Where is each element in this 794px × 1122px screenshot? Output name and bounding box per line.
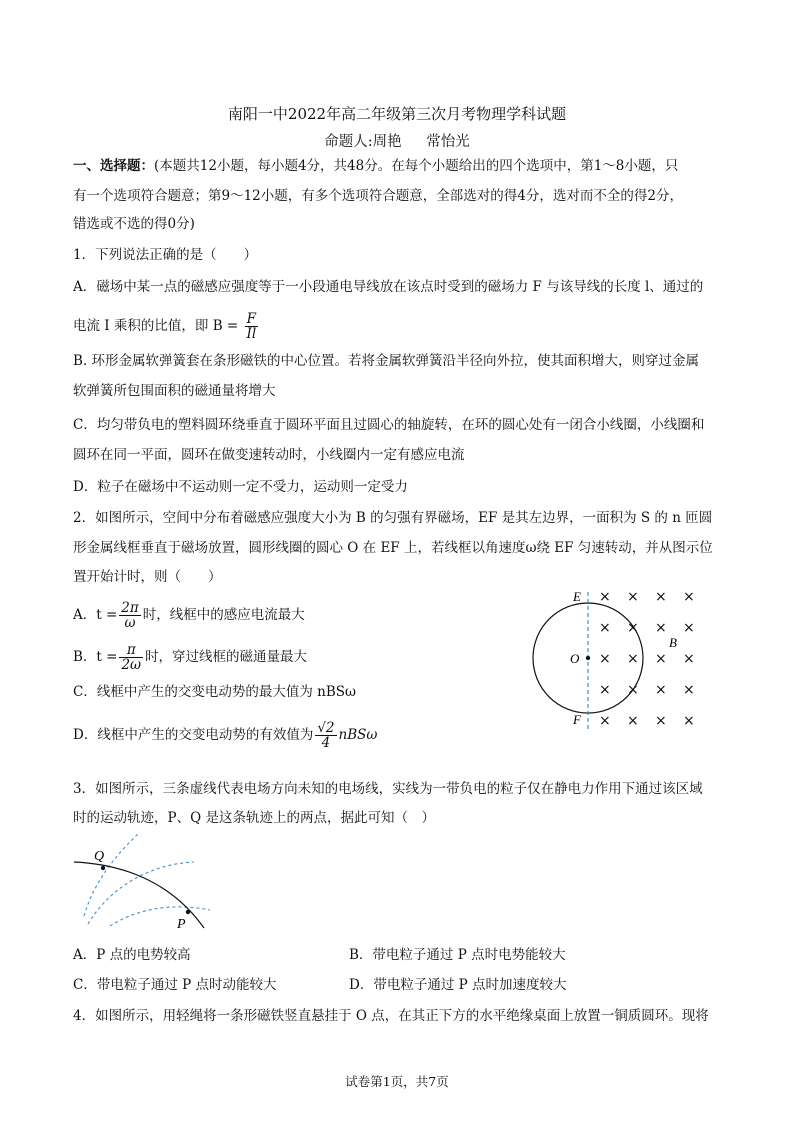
- section-intro-line2: 有一个选项符合题意；第9～12小题，有多个选项符合题意，全部选对的得4分，选对而不全的得2分，: [73, 188, 683, 204]
- section-intro-line1: [73, 156, 678, 176]
- q2-a-den: ω: [124, 615, 136, 631]
- q2-a-post: 时，线框中的感应电流最大: [142, 607, 305, 623]
- q1-fraction: [245, 312, 259, 341]
- q1-stem: 1．下列说法正确的是（ ）: [73, 247, 258, 263]
- q1-option-a-text: 电流 I 乘积的比值，即 B =: [73, 318, 239, 334]
- field-cross-mark: ×: [627, 713, 639, 729]
- q1-option-b-line1: B. 环形金属软弹簧套在条形磁铁的中心位置。若将金属软弹簧沿半径向外拉，使其面积增大，则穿过金属: [73, 353, 700, 369]
- q3-point-q: [101, 866, 105, 870]
- field-cross-mark: ×: [627, 620, 639, 636]
- q2-a-num: 2π: [121, 600, 139, 616]
- q2-a-pre: A．t =: [73, 607, 118, 623]
- q1-option-c-line1: C．均匀带负电的塑料圆环绕垂直于圆环平面且过圆心的轴旋转，在环的圆心处有一闭合小线圈，小线圈和: [73, 417, 705, 433]
- q1-option-a-line2: [73, 309, 260, 343]
- page-footer: 试卷第1页，共7页: [345, 1074, 449, 1089]
- q2-option-b: [73, 640, 307, 674]
- field-cross-mark: ×: [599, 651, 611, 667]
- q2-option-c: C．线框中产生的交变电动势的最大值为 nBSω: [73, 684, 356, 700]
- q3-stem-line1: 3．如图所示，三条虚线代表电场方向未知的电场线，实线为一带负电的粒子仅在静电力作用下通过该区域: [73, 781, 703, 797]
- author-second: 常怡光: [426, 134, 470, 150]
- q2-b-pre: B．t =: [73, 649, 118, 665]
- q3-label-p: P: [177, 917, 186, 932]
- q2-d-frac: [315, 721, 336, 750]
- q4-stem-line1: 4．如图所示，用轻绳将一条形磁铁竖直悬挂于 O 点，在其正下方的水平绝缘桌面上放置一铜质圆环。现将: [73, 1008, 709, 1024]
- field-cross-mark: ×: [683, 620, 695, 636]
- q2-b-frac: [119, 643, 143, 672]
- field-cross-mark: ×: [683, 651, 695, 667]
- exam-authors: [0, 130, 794, 151]
- q3-field-line-figure: [70, 832, 220, 932]
- field-cross-mark: ×: [683, 682, 695, 698]
- field-cross-mark: ×: [655, 620, 667, 636]
- q2-d-den: 4: [321, 735, 331, 751]
- field-cross-mark: ×: [655, 651, 667, 667]
- q3-label-q: Q: [94, 849, 105, 864]
- q1-frac-den: Il: [246, 326, 257, 342]
- q1-option-c-line2: 圆环在同一平面，圆环在做变速转动时，小线圈内一定有感应电流: [73, 447, 465, 463]
- field-cross-mark: ×: [683, 713, 695, 729]
- q2-magnetic-field-figure: [528, 584, 708, 732]
- q2-a-frac: [119, 601, 140, 630]
- q2-option-a: [73, 598, 305, 632]
- q3-option-a: A．P 点的电势较高: [73, 947, 191, 963]
- q3-field-line-1: [84, 834, 138, 916]
- q2-d-num: √2: [317, 720, 335, 736]
- q2-center-dot: [586, 656, 590, 660]
- field-cross-mark: ×: [627, 651, 639, 667]
- field-cross-mark: ×: [683, 589, 695, 605]
- q2-b-post: 时，穿过线框的磁通量最大: [145, 649, 308, 665]
- field-cross-mark: ×: [627, 589, 639, 605]
- q2-label-e: E: [573, 589, 581, 604]
- q2-stem-line1: 2．如图所示，空间中分布着磁感应强度大小为 B 的匀强有界磁场，EF 是其左边界，一面积为 S 的 n 匝圆: [73, 510, 713, 526]
- field-cross-mark: ×: [599, 620, 611, 636]
- field-cross-mark: ×: [655, 682, 667, 698]
- section-heading: 一、选择题：: [73, 158, 154, 174]
- q1-option-a-line1: A．磁场中某一点的磁感应强度等于一小段通电导线放在该点时受到的磁场力 F 与该导线的长度 l、通过的: [73, 279, 704, 295]
- field-cross-mark: ×: [599, 682, 611, 698]
- q2-label-o: O: [570, 651, 580, 666]
- section-intro-line3: 错选或不选的得0分): [73, 216, 195, 232]
- field-cross-mark: ×: [655, 713, 667, 729]
- q2-b-den: 2ω: [121, 657, 142, 673]
- field-cross-mark: ×: [599, 589, 611, 605]
- exam-title: 南阳一中2022年高二年级第三次月考物理学科试题: [227, 105, 567, 123]
- q3-field-line-2: [88, 862, 194, 924]
- field-cross-mark: ×: [627, 682, 639, 698]
- q2-label-f: F: [573, 712, 581, 727]
- field-cross-mark: ×: [599, 713, 611, 729]
- field-cross-mark: ×: [655, 589, 667, 605]
- q1-frac-num: F: [245, 312, 259, 327]
- q2-d-post: nBSω: [338, 727, 378, 743]
- author-label: 命题人:周艳: [324, 134, 402, 150]
- section-intro-text: (本题共12小题，每小题4分，共48分。在每个小题给出的四个选项中，第1～8小题，只: [154, 158, 679, 174]
- q3-option-c: C．带电粒子通过 P 点时动能较大: [73, 977, 277, 993]
- q1-option-b-line2: 软弹簧所包围面积的磁通量将增大: [73, 383, 276, 399]
- q2-label-b: B: [669, 635, 677, 650]
- q2-b-num: π: [119, 643, 143, 658]
- q1-option-d: D．粒子在磁场中不运动则一定不受力，运动则一定受力: [73, 479, 408, 495]
- q3-point-p: [186, 910, 190, 914]
- q3-option-b: B．带电粒子通过 P 点时电势能较大: [349, 947, 566, 963]
- q3-option-d: D．带电粒子通过 P 点时加速度较大: [349, 977, 567, 993]
- q2-stem-line3: 置开始计时，则（ ）: [73, 569, 222, 585]
- q2-stem-line2: 形金属线框垂直于磁场放置，圆形线圈的圆心 O 在 EF 上，若线框以角速度ω绕 EF 匀速转动，并从图示位: [73, 540, 713, 556]
- q2-d-pre: D．线框中产生的交变电动势的有效值为: [73, 727, 314, 743]
- q2-option-d: [73, 718, 377, 752]
- q3-stem-line2: 时的运动轨迹，P、Q 是这条轨迹上的两点，据此可知（ ）: [73, 810, 435, 826]
